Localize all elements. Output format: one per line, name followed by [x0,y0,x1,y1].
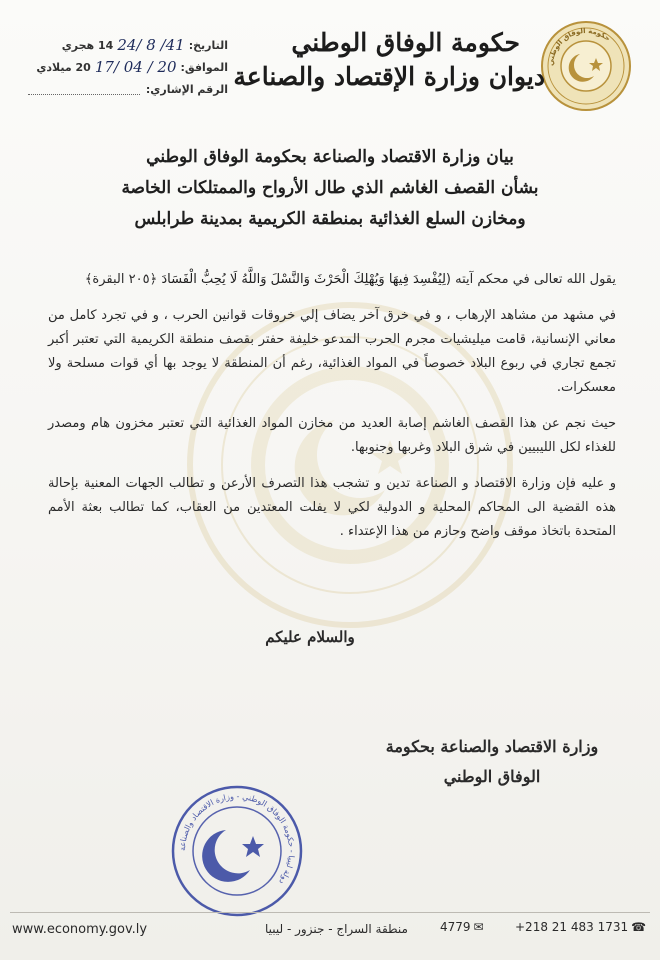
paragraph-damage: حيث نجم عن هذا القصف الغاشم إصابة العديد من مخازن المواد الغذائية التي تعتبر مخزون هام ومصدر للغذاء لكل الليبيين في شرق البلاد وغربها وجنوبها. [48,416,616,455]
official-stamp-icon [150,782,325,920]
quran-reference: ﴿٢٠٥ البقرة﴾ [84,272,158,287]
statement-subject [60,142,600,235]
paragraph-attack: في مشهد من مشاهد الإرهاب ، و في خرق آخر يضاف إلي خروقات قوانين الحرب ، و في تجرد كامل من معاني الإنسانية، قامت ميليشيات مجرم الحرب المدعو خليفة حفتر بقصف منطقة الكريمية التي تعتبر أكبر تجمع تجاري في ربوع البلاد خصوصاً في المواد الغذائية، رغم أن المنطقة لا يوجد بها أي قوات مسلحة ولا معسكرات. [48,308,616,395]
statement-body [48,268,616,556]
signature-line-1: وزارة الاقتصاد والصناعة بحكومة [385,737,599,756]
quran-intro: يقول الله تعالى في محكم آيته ( [445,272,616,287]
signature-line-2: الوفاق الوطني [443,767,541,786]
corresponding-label: الموافق: [180,60,228,74]
footer-website: www.economy.gov.ly [12,922,148,937]
paragraph-demand: و عليه فإن وزارة الاقتصاد و الصناعة تدين و تشجب هذا التصرف الأرعن و تطالب الجهات المعنية بإحالة هذه القضية الى المحاكم المحلية و الدولية لكي لا يفلت المعتدين من العقاب، كما تطالب بعثة الأمم المتحدة باتخاذ موقف واضح وحازم من هذا الإعتداء . [48,476,616,539]
date-label: التاريخ: [188,38,228,52]
footer-address: منطقة السراج - جنزور - ليبيا [265,922,408,936]
subject-line-1: بيان وزارة الاقتصاد والصناعة بحكومة الوفاق الوطني [146,147,514,167]
signature-block [342,732,642,792]
footer-fax [440,920,484,934]
government-logo-icon [540,20,632,112]
subject-line-2: بشأن القصف الغاشم الذي طال الأرواح والممتلكات الخاصة [121,178,539,198]
reference-row [28,78,228,100]
closing-greeting: والسلام عليكم [265,628,355,646]
hijri-date-row [28,34,228,56]
fax-icon: ✉ [473,920,484,934]
phone-icon: ☎ [631,920,647,934]
paragraph-quran [48,268,616,292]
ministry-name: ديوان وزارة الإقتصاد والصناعة [233,62,545,91]
quran-verse: لِيُفْسِدَ فِيهَا وَيُهْلِكَ الْحَرْثَ وَالنَّسْلَ وَاللَّهُ لَا يُحِبُّ الْفَسَادَ [161,272,446,287]
reference-dotted-line [28,84,140,95]
svg-text:دولة ليبيا - حكومة الوفاق الوط [178,792,296,886]
letter-meta [28,34,228,100]
gregorian-date-handwritten: 17/ 04 / 20 [94,58,177,76]
gregorian-date-row [28,56,228,78]
stamp-ring-text: دولة ليبيا - حكومة الوفاق الوطني - وزارة الاقتصاد والصناعة [177,791,297,886]
subject-line-3: ومخازن السلع الغذائية بمنطقة الكريمية بمدينة طرابلس [134,209,526,229]
footer-phone [515,920,646,934]
footer-divider [10,912,650,913]
letter-footer [0,912,660,942]
logo-ring-text: حكومة الوفاق الوطني [546,26,612,67]
hijri-date-handwritten: 24/ 8 /41 [117,36,185,54]
hijri-unit: 14 هجري [61,38,114,52]
government-name: حكومة الوفاق الوطني [291,28,520,57]
reference-label: الرقم الإشاري: [145,82,228,96]
gregorian-unit: 20 ميلادي [36,60,91,74]
fax-number: 4779 [440,920,471,934]
phone-number: +218 21 483 1731 [515,920,629,934]
